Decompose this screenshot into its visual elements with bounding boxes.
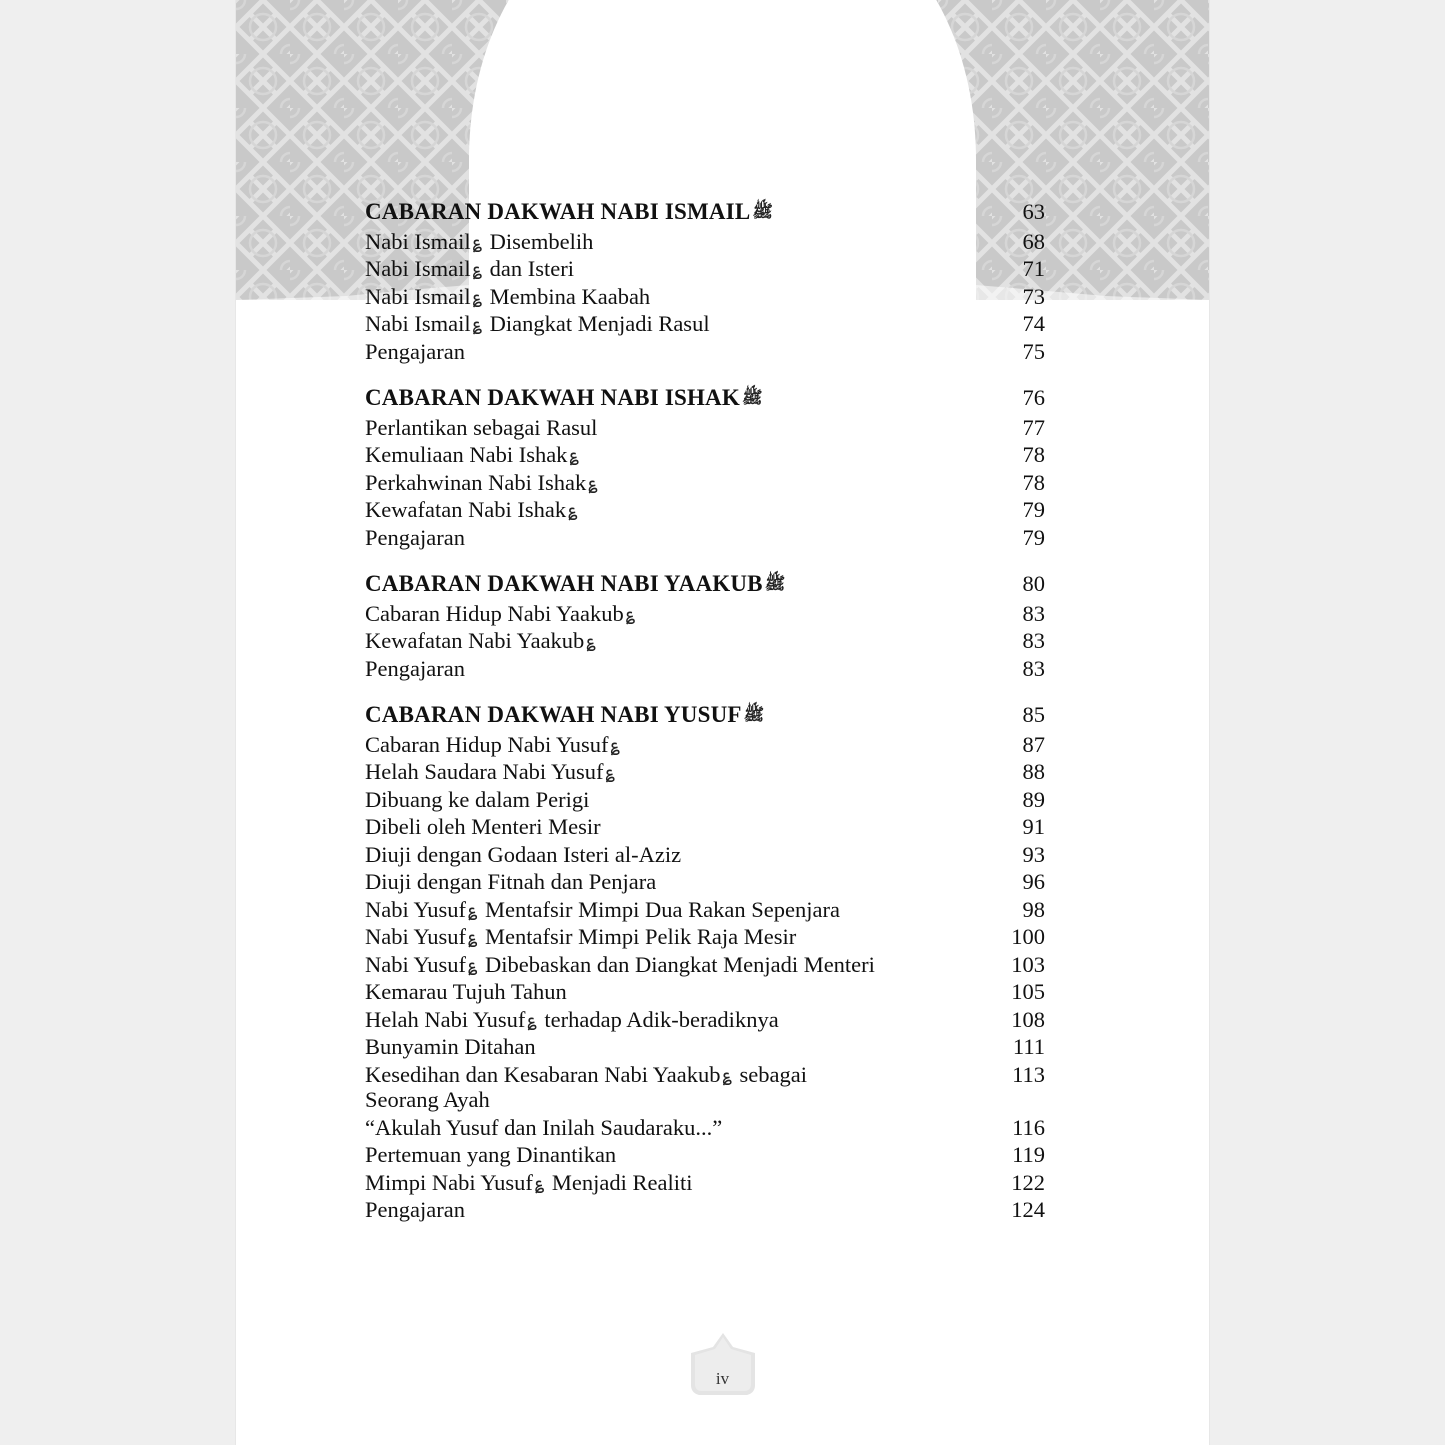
book-page	[236, 0, 1209, 1445]
toc-entry-page: 116	[1012, 1114, 1045, 1140]
toc-entry-page: 83	[1022, 655, 1045, 681]
toc-entry-page: 74	[1022, 311, 1045, 336]
honorific-icon: ؏	[569, 445, 579, 464]
toc-entry-row[interactable]	[365, 1115, 1045, 1143]
toc-entry-label: Pengajaran	[365, 655, 465, 681]
toc-entry-label: Kemuliaan Nabi Ishak ؏	[365, 442, 579, 467]
toc-entry-label: Nabi Ismail ؏ dan Isteri	[365, 256, 574, 281]
toc-entry-label: Kewafatan Nabi Ishak ؏	[365, 497, 578, 522]
table-of-contents	[365, 190, 1045, 1235]
honorific-icon: ﷺ	[752, 202, 773, 222]
toc-entry-label: Helah Saudara Nabi Yusuf ؏	[365, 759, 615, 784]
toc-heading-label: CABARAN DAKWAH NABI ISMAIL ﷺ	[365, 199, 773, 224]
toc-entry-label: Nabi Ismail ؏ Disembelih	[365, 228, 594, 254]
honorific-icon: ؏	[625, 603, 636, 623]
toc-entry-label: Pengajaran	[365, 338, 465, 364]
folio-number: iv	[715, 1369, 730, 1388]
toc-entry-row[interactable]	[365, 979, 1045, 1007]
toc-entry-page: 71	[1022, 256, 1045, 281]
toc-entry-continuation: Seorang Ayah	[365, 1087, 490, 1112]
toc-group	[365, 562, 1045, 683]
toc-heading-label: CABARAN DAKWAH NABI YUSUF ﷺ	[365, 702, 765, 727]
toc-entry-page: 83	[1022, 628, 1045, 653]
toc-entry-continuation-row	[365, 1089, 1045, 1115]
toc-entry-page: 122	[1011, 1169, 1045, 1195]
toc-entry-row[interactable]	[365, 1007, 1045, 1035]
toc-heading-page: 85	[1022, 702, 1045, 727]
toc-entry-row[interactable]	[365, 1197, 1045, 1225]
toc-entry-row[interactable]	[365, 601, 1045, 629]
toc-entry-row[interactable]	[365, 1034, 1045, 1062]
toc-entry-page: 103	[1011, 951, 1045, 977]
toc-entry-page: 89	[1022, 786, 1045, 812]
toc-entry-row[interactable]	[365, 656, 1045, 684]
toc-entry-label: Helah Nabi Yusuf ؏ terhadap Adik-beradiknya	[365, 1006, 779, 1032]
toc-entry-label: Nabi Yusuf ؏ Mentafsir Mimpi Dua Rakan Sepenjara	[365, 896, 840, 922]
honorific-icon: ﷺ	[743, 705, 765, 725]
honorific-icon: ؏	[527, 1009, 537, 1029]
toc-entry-label: Nabi Yusuf ؏ Dibebaskan dan Diangkat Menjadi Menteri	[365, 951, 875, 977]
toc-group	[365, 376, 1045, 552]
toc-entry-row[interactable]	[365, 897, 1045, 925]
honorific-icon: ؏	[472, 259, 482, 278]
toc-entry-page: 100	[1011, 924, 1045, 949]
toc-entry-page: 68	[1022, 228, 1045, 254]
toc-heading-row[interactable]	[365, 376, 1045, 415]
toc-entry-label: Bunyamin Ditahan	[365, 1034, 536, 1059]
honorific-icon: ؏	[472, 286, 482, 306]
toc-entry-label: Diuji dengan Fitnah dan Penjara	[365, 869, 657, 894]
honorific-icon: ؏	[468, 954, 478, 974]
toc-entry-label: Pertemuan yang Dinantikan	[365, 1142, 617, 1167]
toc-entry-label: Mimpi Nabi Yusuf ؏ Menjadi Realiti	[365, 1169, 693, 1195]
honorific-icon: ؏	[534, 1172, 545, 1192]
page-folio	[663, 1327, 783, 1407]
toc-entry-label: Pengajaran	[365, 524, 465, 550]
honorific-icon: ﷺ	[764, 574, 786, 594]
toc-entry-page: 113	[1012, 1061, 1045, 1087]
toc-entry-page: 88	[1022, 759, 1045, 784]
honorific-icon: ؏	[605, 762, 615, 781]
toc-entry-row[interactable]	[365, 814, 1045, 842]
toc-group	[365, 693, 1045, 1225]
toc-heading-page: 63	[1022, 199, 1045, 224]
toc-entry-page: 75	[1022, 338, 1045, 364]
honorific-icon: ؏	[588, 472, 598, 492]
toc-entry-page: 105	[1011, 979, 1045, 1004]
toc-heading-row[interactable]	[365, 693, 1045, 732]
toc-entry-row[interactable]	[365, 1062, 1045, 1090]
honorific-icon: ؏	[468, 927, 478, 946]
toc-entry-row[interactable]	[365, 415, 1045, 443]
honorific-icon: ؏	[722, 1064, 732, 1084]
toc-entry-page: 78	[1022, 442, 1045, 467]
toc-entry-label: Nabi Ismail ؏ Diangkat Menjadi Rasul	[365, 311, 710, 336]
toc-heading-page: 80	[1022, 571, 1045, 596]
toc-entry-row[interactable]	[365, 787, 1045, 815]
honorific-icon: ؏	[610, 734, 620, 754]
toc-entry-label: Pengajaran	[365, 1197, 465, 1222]
honorific-icon: ؏	[472, 231, 482, 251]
toc-entry-label: Kesedihan dan Kesabaran Nabi Yaakub ؏ sebagai	[365, 1061, 807, 1087]
toc-entry-page: 96	[1022, 869, 1045, 894]
toc-entry-page: 78	[1022, 469, 1045, 495]
toc-entry-page: 98	[1022, 896, 1045, 922]
toc-entry-page: 79	[1022, 524, 1045, 550]
honorific-icon: ؏	[472, 314, 482, 333]
toc-heading-label: CABARAN DAKWAH NABI ISHAK ﷺ	[365, 385, 763, 410]
toc-entry-label: Perlantikan sebagai Rasul	[365, 414, 598, 440]
toc-entry-page: 119	[1012, 1142, 1045, 1167]
toc-entry-row[interactable]	[365, 229, 1045, 257]
toc-entry-row[interactable]	[365, 869, 1045, 897]
toc-entry-page: 93	[1022, 841, 1045, 867]
toc-entry-row[interactable]	[365, 311, 1045, 339]
toc-group	[365, 190, 1045, 366]
toc-heading-page: 76	[1022, 385, 1045, 410]
honorific-icon: ؏	[568, 500, 578, 519]
honorific-icon: ﷺ	[741, 388, 763, 408]
toc-heading-label: CABARAN DAKWAH NABI YAAKUB ﷺ	[365, 571, 786, 596]
toc-entry-row[interactable]	[365, 842, 1045, 870]
toc-entry-row[interactable]	[365, 1170, 1045, 1198]
toc-entry-label: Kewafatan Nabi Yaakub ؏	[365, 628, 596, 653]
toc-entry-row[interactable]	[365, 1142, 1045, 1170]
toc-entry-row[interactable]	[365, 525, 1045, 553]
toc-entry-row[interactable]	[365, 470, 1045, 498]
toc-entry-row[interactable]	[365, 442, 1045, 470]
toc-entry-page: 73	[1022, 283, 1045, 309]
toc-entry-label: Dibuang ke dalam Perigi	[365, 786, 590, 812]
toc-entry-label: Kemarau Tujuh Tahun	[365, 979, 567, 1004]
toc-entry-label: Cabaran Hidup Nabi Yusuf ؏	[365, 731, 620, 757]
toc-entry-label: Perkahwinan Nabi Ishak ؏	[365, 469, 598, 495]
toc-entry-row[interactable]	[365, 924, 1045, 952]
toc-entry-page: 124	[1011, 1197, 1045, 1222]
toc-heading-row[interactable]	[365, 562, 1045, 601]
honorific-icon: ؏	[586, 631, 596, 650]
toc-entry-row[interactable]	[365, 284, 1045, 312]
honorific-icon: ؏	[468, 899, 478, 919]
toc-entry-page: 111	[1012, 1034, 1045, 1059]
toc-entry-row[interactable]	[365, 256, 1045, 284]
toc-entry-row[interactable]	[365, 628, 1045, 656]
toc-heading-row[interactable]	[365, 190, 1045, 229]
toc-entry-row[interactable]	[365, 732, 1045, 760]
toc-entry-label: “Akulah Yusuf dan Inilah Saudaraku...”	[365, 1114, 723, 1140]
toc-entry-page: 87	[1022, 731, 1045, 757]
toc-entry-page: 83	[1022, 600, 1045, 626]
toc-entry-label: Diuji dengan Godaan Isteri al-Aziz	[365, 841, 682, 867]
toc-entry-row[interactable]	[365, 339, 1045, 367]
toc-entry-row[interactable]	[365, 952, 1045, 980]
toc-entry-page: 108	[1011, 1006, 1045, 1032]
toc-entry-label: Cabaran Hidup Nabi Yaakub ؏	[365, 600, 636, 626]
toc-entry-label: Dibeli oleh Menteri Mesir	[365, 814, 601, 839]
toc-entry-label: Nabi Ismail ؏ Membina Kaabah	[365, 283, 651, 309]
toc-entry-label: Nabi Yusuf ؏ Mentafsir Mimpi Pelik Raja Mesir	[365, 924, 797, 949]
toc-entry-page: 77	[1022, 414, 1045, 440]
toc-entry-row[interactable]	[365, 497, 1045, 525]
toc-entry-page: 79	[1022, 497, 1045, 522]
toc-entry-row[interactable]	[365, 759, 1045, 787]
toc-entry-page: 91	[1022, 814, 1045, 839]
